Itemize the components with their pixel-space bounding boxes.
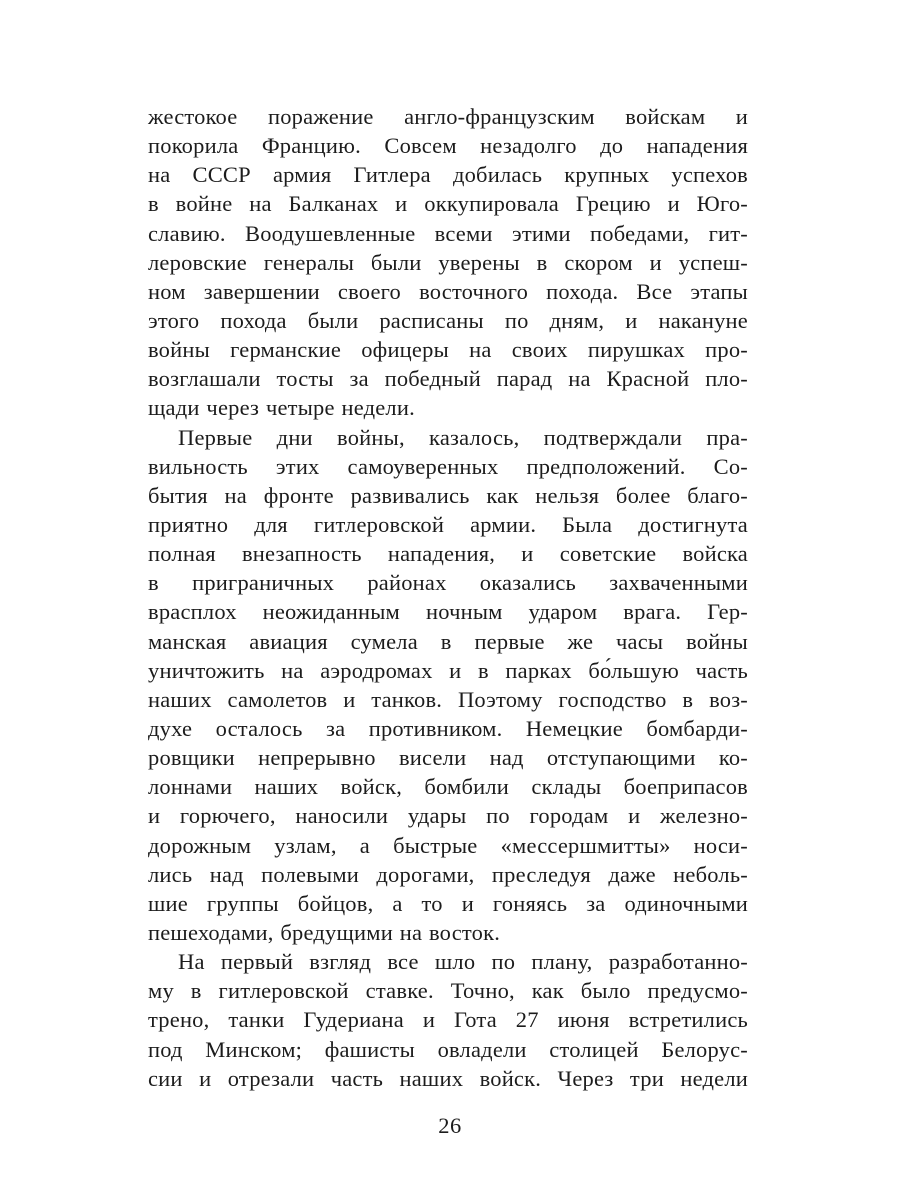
text-line: лись над полевыми дорогами, преследуя даже неболь- (148, 861, 748, 887)
text-line: жестокое поражение англо-французским войскам и (148, 104, 748, 129)
text-line: шие группы бойцов, а то и гоняясь за одиночными (148, 890, 748, 916)
text-line: врасплох неожиданным ночным ударом врага. Гер- (148, 599, 748, 625)
text-line: му в гитлеровской ставке. Точно, как было предусмо- (148, 978, 748, 1004)
text-line: манская авиация сумела в первые же часы войны (148, 628, 748, 654)
text-line: леровские генералы были уверены в скором и успеш- (148, 249, 748, 275)
text-line: бытия на фронте развивались как нельзя более благо- (148, 482, 748, 508)
text-line: на СССР армия Гитлера добилась крупных успехов (148, 162, 748, 188)
text-line: наших самолетов и танков. Поэтому господство в воз- (148, 686, 748, 712)
text-line-paragraph-end: щади через четыре недели. (148, 395, 415, 421)
text-line-paragraph-start: Первые дни войны, казалось, подтверждали пра- (178, 424, 748, 450)
text-line: духе осталось за противником. Немецкие бомбарди- (148, 715, 748, 741)
text-line: вильность этих самоуверенных предположений. Со- (148, 453, 748, 479)
text-line-paragraph-end: пешеходами, бредущими на восток. (148, 919, 501, 945)
text-line: славию. Воодушевленные всеми этими победами, гит- (148, 220, 748, 246)
text-line: возглашали тосты за победный парад на Красной пло- (148, 366, 748, 392)
page-number: 26 (438, 1113, 462, 1138)
text-line: в войне на Балканах и оккупировала Грецию и Юго- (148, 191, 748, 217)
text-line: уничтожить на аэродромах и в парках бо́льшую часть (148, 657, 748, 683)
text-line: ровщики непрерывно висели над отступающими ко- (148, 745, 748, 771)
text-line: лоннами наших войск, бомбили склады боеприпасов (148, 774, 748, 800)
body-text (148, 102, 748, 1093)
text-line: покорила Францию. Совсем незадолго до нападения (148, 133, 748, 159)
text-line: дорожным узлам, а быстрые «мессершмитты» носи- (148, 832, 748, 858)
text-line: сии и отрезали часть наших войск. Через три недели (148, 1065, 748, 1091)
text-line: под Минском; фашисты овладели столицей Белорус- (148, 1036, 748, 1062)
text-line: и горючего, наносили удары по городам и железно- (148, 803, 748, 829)
text-line: в приграничных районах оказались захваченными (148, 570, 748, 596)
text-line: полная внезапность нападения, и советские войска (148, 541, 748, 567)
text-line-paragraph-start: На первый взгляд все шло по плану, разработанно- (178, 949, 748, 975)
text-line: этого похода были расписаны по дням, и накануне (148, 307, 748, 333)
text-line: приятно для гитлеровской армии. Была достигнута (148, 511, 748, 537)
text-line: трено, танки Гудериана и Гота 27 июня встретились (148, 1007, 748, 1033)
text-line: войны германские офицеры на своих пирушках про- (148, 337, 748, 363)
text-line: ном завершении своего восточного похода. Все этапы (148, 278, 748, 304)
